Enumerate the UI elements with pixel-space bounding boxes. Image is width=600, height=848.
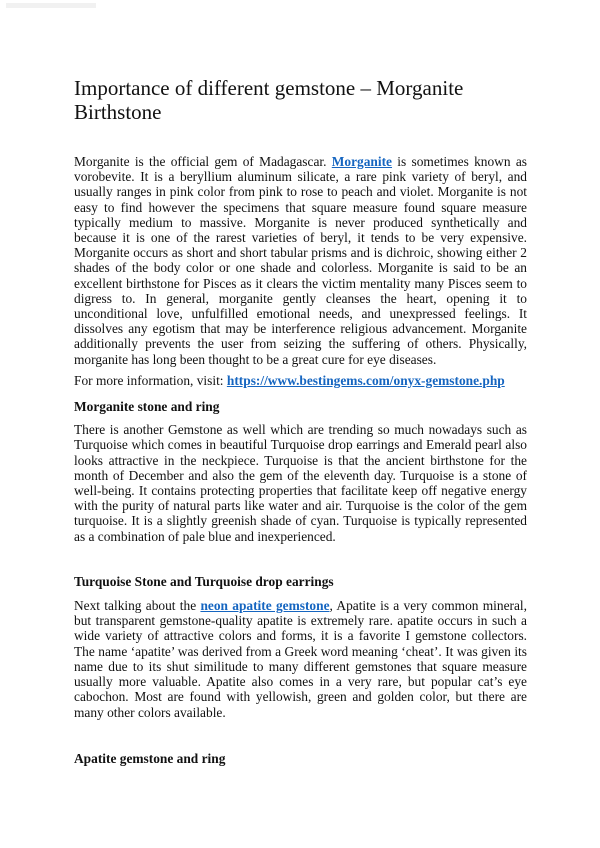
turquoise-paragraph: There is another Gemstone as well which are trending so much nowadays such as Turquoise which comes in beautiful Turquoise drop earrings and Emerald pearl also looks attractive in the neckpiece. Turquoise is that the ancient birthstone for the month of December and also the gem of the eleventh day. Turquoise is a stone of well-being. It contains protecting properties that facilitate keep off negative energy with the purity of natural parts like water and air. Turquoise is the color of the gem turquoise. It is a slightly greenish shade of cyan. Turquoise is typically represented as a combination of pale blue and inexperienced.	[74, 422, 527, 544]
apatite-paragraph: Next talking about the neon apatite gemstone, Apatite is a very common mineral, but transparent gemstone-quality apatite is extremely rare. apatite occurs in such a wide variety of attractive colors and forms, it is a favorite I gemstone collectors. The name ‘apatite’ was derived from a Greek word meaning ‘cheat’. It was given its name due to its shut similitude to many different gemstones that square measure usually more valuable. Apatite also comes in a very rare, but popular cat’s eye cabochon. Most are found with yellowish, green and golden color, but there are many other colors available.	[74, 598, 527, 720]
more-info-line: For more information, visit: https://www.bestingems.com/onyx-gemstone.php	[74, 372, 505, 388]
intro-paragraph: Morganite is the official gem of Madagascar. Morganite is sometimes known as vorobevite. It is a beryllium aluminum silicate, a rare pink variety of beryl, and usually ranges in pink color from pink to rose to peach and violet. Morganite is not easy to find however the specimens that square measure found square measure typically medium to massive. Morganite is never produced synthetically and because it is one of the rarest varieties of beryl, it tends to be very expensive. Morganite occurs as short and short tabular prisms and is dichroic, showing either 2 shades of the body color or one shade and colorless. Morganite is said to be an excellent birthstone for Pisces as it clears the victim mentality many Pisces seem to digress to. In general, morganite gently cleanses the heart, opening it to unconditional love, unfulfilled emotional needs, and unexpressed feelings. It dissolves any egotism that may be interference religious advancement. Morganite additionally prevents the user from seizing the suffering of others. Physically, morganite has long been thought to be a great cure for eye diseases.	[74, 154, 527, 367]
document-body	[74, 76, 527, 766]
header-watermark	[6, 3, 96, 8]
neon-apatite-link[interactable]: neon apatite gemstone	[200, 598, 330, 614]
more-info-link[interactable]: https://www.bestingems.com/onyx-gemstone.php	[226, 372, 505, 388]
heading-apatite-ring: Apatite gemstone and ring	[74, 750, 226, 766]
morganite-link[interactable]: Morganite	[331, 154, 393, 169]
heading-turquoise-earrings: Turquoise Stone and Turquoise drop earrings	[74, 573, 334, 589]
page-title: Importance of different gemstone – Morganite Birthstone	[74, 76, 464, 124]
heading-morganite-stone-ring: Morganite stone and ring	[74, 399, 220, 415]
